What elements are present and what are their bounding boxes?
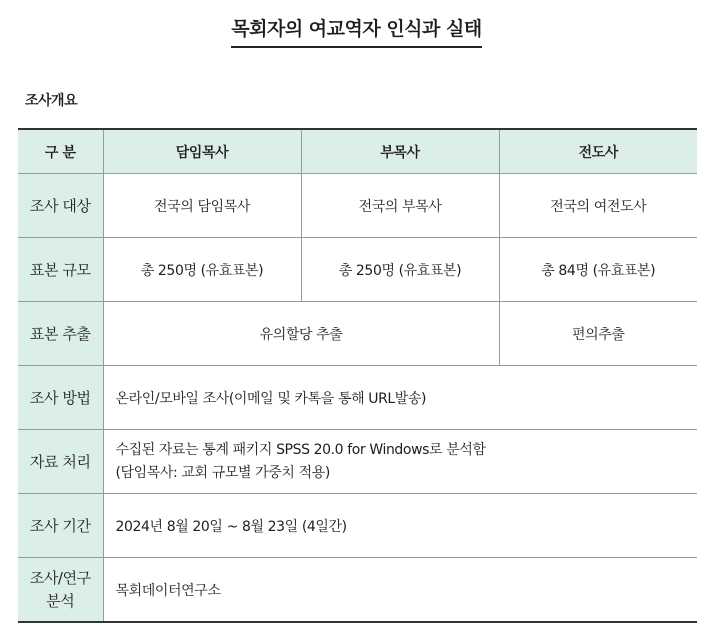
table-row [18, 366, 697, 430]
row-label-target: 조사 대상 [18, 174, 103, 238]
table-header-row [18, 129, 697, 174]
cell-method: 온라인/모바일 조사(이메일 및 카톡을 통해 URL발송) [103, 366, 697, 430]
table-row [18, 430, 697, 494]
section-heading: 조사개요 [25, 93, 78, 109]
cell-target-associate: 전국의 부목사 [301, 174, 499, 238]
header-category: 구 분 [18, 129, 103, 174]
row-label-processing: 자료 처리 [18, 430, 103, 494]
header-senior-pastor: 담임목사 [103, 129, 301, 174]
row-label-method: 조사 방법 [18, 366, 103, 430]
cell-sampling-evangelist: 편의추출 [499, 302, 697, 366]
cell-target-evangelist: 전국의 여전도사 [499, 174, 697, 238]
row-label-sampling: 표본 추출 [18, 302, 103, 366]
row-label-period: 조사 기간 [18, 494, 103, 558]
cell-scale-senior: 총 250명 (유효표본) [103, 238, 301, 302]
cell-agency: 목회데이터연구소 [103, 558, 697, 623]
table-row [18, 494, 697, 558]
survey-overview-table [18, 128, 697, 623]
cell-scale-associate: 총 250명 (유효표본) [301, 238, 499, 302]
header-associate-pastor: 부목사 [301, 129, 499, 174]
agency-label-line-1: 조사/연구 [29, 568, 91, 587]
cell-period: 2024년 8월 20일 ~ 8월 23일 (4일간) [103, 494, 697, 558]
table-row [18, 174, 697, 238]
table-row [18, 302, 697, 366]
table-row [18, 558, 697, 623]
page-title: 목회자의 여교역자 인식과 실태 [0, 14, 713, 48]
cell-scale-evangelist: 총 84명 (유효표본) [499, 238, 697, 302]
header-evangelist: 전도사 [499, 129, 697, 174]
row-label-agency [18, 558, 103, 623]
processing-line-1: 수집된 자료는 통계 패키지 SPSS 20.0 for Windows로 분석함 [115, 441, 486, 458]
row-label-scale: 표본 규모 [18, 238, 103, 302]
processing-line-2: (담임목사: 교회 규모별 가중치 적용) [115, 464, 330, 481]
cell-sampling-pastors: 유의할당 추출 [103, 302, 499, 366]
table-row [18, 238, 697, 302]
agency-label-line-2: 분석 [46, 591, 75, 610]
cell-target-senior: 전국의 담임목사 [103, 174, 301, 238]
cell-processing [103, 430, 697, 494]
